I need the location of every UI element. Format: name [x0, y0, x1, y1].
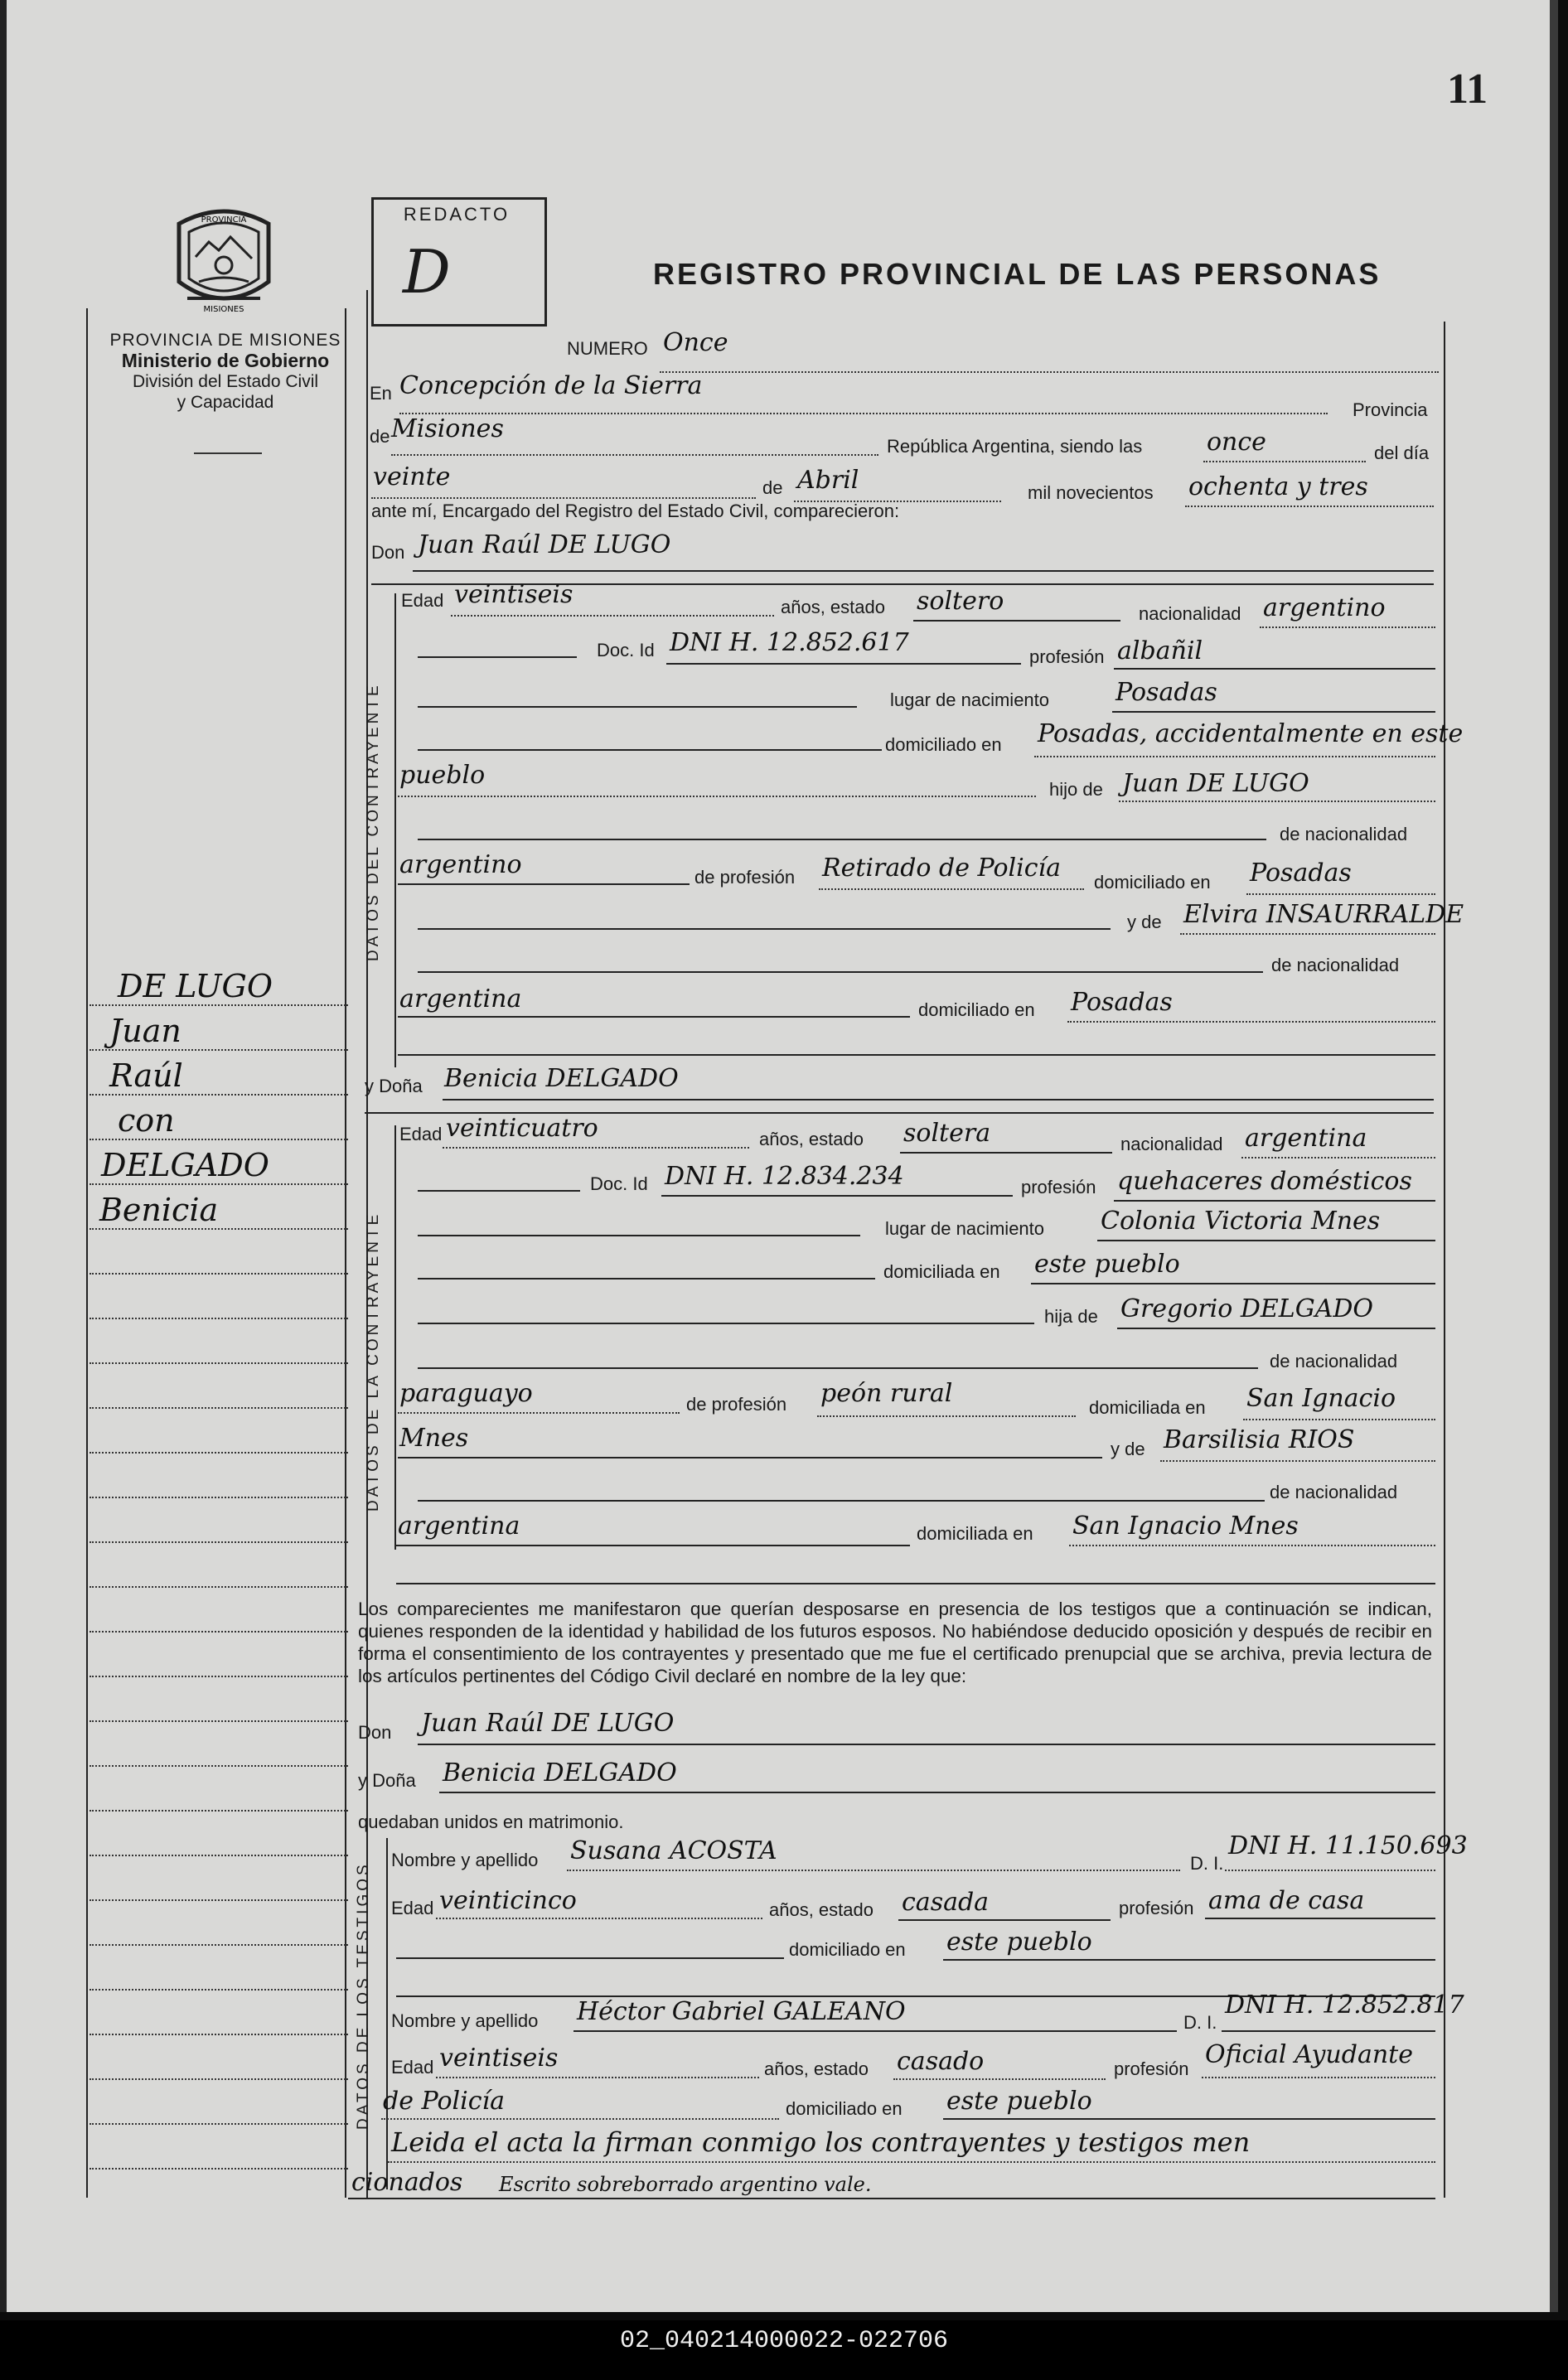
union-dona-label: y Doña — [358, 1770, 416, 1791]
c-estado-value: soltero — [917, 587, 1004, 616]
en-label: En — [370, 383, 392, 404]
c-pprof-value: Retirado de Policía — [822, 854, 1062, 883]
margin-name-4: con — [118, 1102, 175, 1139]
ante-label: ante mí, Encargado del Registro del Estado Civil, comparecieron: — [371, 501, 900, 521]
f-dom-label: domiciliada en — [883, 1261, 1000, 1282]
contrayenta-name: Benicia DELGADO — [444, 1064, 679, 1093]
f-pnac-prefix-line — [418, 1367, 1258, 1369]
lugar-value: Concepción de la Sierra — [399, 371, 703, 400]
numero-value: Once — [663, 328, 728, 357]
contrayenta-name-line — [443, 1099, 1434, 1101]
c-edad-line — [451, 615, 774, 617]
c-yde-label: y de — [1127, 912, 1162, 932]
f-padre-line — [1117, 1328, 1435, 1329]
redacto-initials: D — [403, 237, 451, 307]
f-edad-label: Edad — [399, 1124, 443, 1144]
margin-ruled-line — [90, 1004, 348, 1006]
margin-ruled-line — [90, 1631, 348, 1633]
f-dom-prefix-line — [418, 1278, 875, 1279]
margin-ruled-line — [90, 1183, 348, 1185]
f-pdom-line — [1243, 1419, 1435, 1420]
margin-ruled-line — [90, 1676, 348, 1677]
c-pprof-label: de profesión — [694, 867, 796, 888]
left-header-division: División del Estado Civil — [132, 372, 319, 391]
f-mnac-prefix-line — [418, 1500, 1265, 1502]
c-dom-value: Posadas, accidentalmente en este — [1038, 719, 1464, 748]
f-mnac-label: de nacionalidad — [1270, 1482, 1398, 1502]
f-edad-line — [443, 1147, 749, 1149]
margin-ruled-line — [90, 1362, 348, 1364]
union-quedaban: quedaban unidos en matrimonio. — [358, 1812, 624, 1832]
t1-nombre-line — [567, 1870, 1180, 1871]
del-dia-label: del día — [1374, 443, 1430, 463]
c-estado-line — [913, 620, 1120, 622]
margin-ruled-line — [90, 2168, 348, 2170]
f-nac-label: nacionalidad — [1120, 1134, 1223, 1154]
c-dom2-line — [398, 796, 1036, 797]
f-estado-value: soltera — [903, 1119, 991, 1148]
seal-top-text: PROVINCIA — [201, 215, 247, 225]
t1-dom-line — [943, 1959, 1435, 1961]
margin-ruled-line — [90, 1765, 348, 1767]
don-label: Don — [371, 542, 405, 563]
margin-ruled-line — [90, 2034, 348, 2035]
contrayenta-section-border — [394, 1125, 396, 1550]
contrayente-name-line — [413, 570, 1434, 572]
de-mes-label: de — [762, 477, 783, 498]
f-dom-line — [1031, 1283, 1435, 1284]
c-nac-line — [1260, 626, 1435, 628]
mes-value: Abril — [797, 466, 859, 495]
t1-edad-value: veinticinco — [439, 1886, 577, 1915]
f-anos-label: años, estado — [759, 1129, 864, 1149]
t1-doc-line — [1225, 1870, 1435, 1871]
f-padre-value: Gregorio DELGADO — [1120, 1294, 1374, 1323]
f-nac-line — [1241, 1157, 1435, 1159]
c-pnac-line — [398, 883, 690, 885]
t2-doc-line — [1222, 2030, 1435, 2032]
margin-ruled-line — [90, 1944, 348, 1946]
provincial-seal-icon — [171, 199, 277, 317]
f-madre-line — [1160, 1460, 1435, 1462]
seal-bottom-text: MISIONES — [203, 305, 244, 314]
t2-estado-value: casado — [897, 2047, 985, 2076]
c-mnac-line — [398, 1016, 910, 1018]
f-pdom2-value: Mnes — [399, 1424, 469, 1453]
t1-dom-prefix-line — [396, 1957, 784, 1959]
union-don-line — [418, 1744, 1435, 1745]
c-pnac-value: argentino — [399, 850, 522, 879]
t2-dom-label: domiciliado en — [786, 2098, 903, 2119]
c-mnac-label: de nacionalidad — [1271, 955, 1400, 975]
t2-nombre-label: Nombre y apellido — [391, 2010, 539, 2031]
margin-name-3: Raúl — [109, 1057, 183, 1094]
lugar-line — [399, 413, 1328, 414]
margin-ruled-line — [90, 1452, 348, 1454]
c-dom2-value: pueblo — [399, 761, 486, 790]
c-pnac-prefix-line — [418, 839, 1266, 840]
c-pdom-line — [1246, 893, 1435, 895]
c-mnac-prefix-line — [418, 971, 1263, 973]
t2-dom-line — [943, 2118, 1435, 2120]
c-lugar-value: Posadas — [1116, 678, 1217, 707]
margin-ruled-line — [90, 1139, 348, 1140]
closing-line-1: Leida el acta la firman conmigo los contrayentes y testigos men — [391, 2126, 1251, 2158]
hora-value: once — [1207, 428, 1266, 457]
c-nac-value: argentino — [1263, 593, 1386, 622]
t1-edad-label: Edad — [391, 1898, 434, 1918]
c-dom-line — [1034, 756, 1435, 757]
c-edad-value: veintiseis — [454, 580, 573, 609]
testigos-section-label: DATOS DE LOS TESTIGOS — [355, 1861, 372, 2130]
c-madre-prefix-line — [418, 928, 1111, 930]
contrayente-section-label: DATOS DEL CONTRAYENTE — [365, 682, 382, 961]
f-doc-label: Doc. Id — [590, 1173, 648, 1194]
f-lugar-line — [1097, 1240, 1435, 1241]
union-don-label: Don — [358, 1722, 392, 1743]
dia-line — [371, 497, 756, 499]
t1-dom-value: este pueblo — [946, 1928, 1092, 1957]
t1-anos-label: años, estado — [769, 1899, 874, 1920]
margin-ruled-line — [90, 1049, 348, 1051]
t2-estado-line — [893, 2078, 1106, 2080]
mil-label: mil novecientos — [1028, 482, 1154, 503]
margin-left-border — [86, 308, 88, 2198]
t1-nombre-value: Susana ACOSTA — [570, 1836, 777, 1865]
f-yde-label: y de — [1111, 1439, 1145, 1459]
f-prof-label: profesión — [1021, 1177, 1096, 1197]
f-hija-label: hija de — [1044, 1306, 1098, 1327]
f-edad-value: veinticuatro — [446, 1114, 598, 1143]
provincia-line — [391, 454, 878, 456]
f-lugar-label: lugar de nacimiento — [885, 1218, 1045, 1239]
t2-prof-value: Oficial Ayudante — [1205, 2040, 1413, 2069]
f-nac-value: argentina — [1245, 1124, 1367, 1153]
left-header-ministry: Ministerio de Gobierno — [121, 350, 330, 371]
t2-nombre-value: Héctor Gabriel GALEANO — [577, 1997, 906, 2026]
margin-ruled-line — [90, 1855, 348, 1856]
document-title: REGISTRO PROVINCIAL DE LAS PERSONAS — [653, 257, 1382, 291]
union-dona-value: Benicia DELGADO — [443, 1758, 677, 1787]
union-dona-line — [439, 1792, 1435, 1793]
margin-right-border — [345, 308, 346, 2198]
margin-ruled-line — [90, 1318, 348, 1319]
union-don-value: Juan Raúl DE LUGO — [421, 1709, 675, 1738]
t1-prof-line — [1205, 1918, 1435, 1919]
t2-edad-line — [436, 2077, 759, 2078]
margin-ruled-line — [90, 1899, 348, 1901]
t2-prof2-value: de Policía — [383, 2087, 505, 2116]
t2-anos-label: años, estado — [764, 2058, 869, 2079]
left-header — [93, 330, 358, 413]
c-doc-prefix-line — [418, 656, 577, 658]
t2-edad-value: veintiseis — [439, 2044, 559, 2073]
de-label: de — [370, 426, 390, 447]
f-prof-line — [1114, 1200, 1435, 1202]
c-lugar-label: lugar de nacimiento — [890, 689, 1050, 710]
f-pprof-value: peón rural — [820, 1379, 953, 1408]
republica-label: República Argentina, siendo las — [887, 436, 1143, 457]
t2-nombre-line — [573, 2030, 1177, 2032]
margin-ruled-line — [90, 1497, 348, 1498]
margin-name-1: DE LUGO — [118, 968, 273, 1004]
f-lugar-prefix-line — [418, 1235, 860, 1236]
f-pnac-label: de nacionalidad — [1270, 1351, 1398, 1371]
f-pdom-value: San Ignacio — [1246, 1384, 1396, 1413]
anio-value: ochenta y tres — [1188, 472, 1368, 501]
c-doc-line — [666, 663, 1021, 665]
t2-d-label: D. I. — [1183, 2012, 1217, 2033]
margin-ruled-line — [90, 2123, 348, 2125]
closing-line-2-rule — [348, 2198, 1435, 2199]
f-pnac-value: paraguayo — [399, 1379, 533, 1408]
margin-ruled-line — [90, 1989, 348, 1991]
c-hijo-label: hijo de — [1049, 779, 1103, 800]
c-prof-line — [1114, 668, 1435, 670]
c-dom-label: domiciliado en — [885, 734, 1002, 755]
provincia-label: Provincia — [1353, 399, 1428, 420]
t1-edad-line — [436, 1918, 762, 1919]
margin-name-5: DELGADO — [101, 1147, 269, 1183]
f-doc-prefix-line — [418, 1190, 580, 1192]
f-mnac-line — [396, 1545, 910, 1546]
contrayente-name: Juan Raúl DE LUGO — [418, 530, 671, 559]
c-lugar-prefix-line — [418, 706, 857, 708]
f-prof-value: quehaceres domésticos — [1117, 1167, 1412, 1196]
c-nac-label: nacionalidad — [1139, 603, 1241, 624]
c-mdom-value: Posadas — [1071, 988, 1173, 1017]
t2-doc-value: DNI H. 12.852.817 — [1225, 1991, 1464, 2020]
t2-prof-line — [1202, 2077, 1435, 2078]
left-header-rule — [194, 452, 262, 454]
c-dom-prefix-line — [418, 749, 882, 751]
f-mdom-line — [1069, 1545, 1435, 1546]
f-section-end-line — [396, 1583, 1435, 1584]
f-doc-line — [661, 1195, 1013, 1197]
f-pnac-line — [398, 1412, 680, 1414]
c-pprof-line — [819, 888, 1084, 890]
t2-dom-value: este pueblo — [946, 2087, 1092, 2116]
c-mdom-label: domiciliado en — [918, 999, 1035, 1020]
t1-dom-label: domiciliado en — [789, 1939, 906, 1960]
f-pprof-line — [817, 1415, 1076, 1417]
hora-line — [1203, 461, 1366, 462]
f-madre-value: Barsilisia RIOS — [1164, 1425, 1355, 1454]
f-doc-value: DNI H. 12.834.234 — [665, 1162, 904, 1191]
t2-edad-label: Edad — [391, 2057, 434, 2078]
c-prof-value: albañil — [1117, 636, 1203, 665]
t2-prof2-line — [381, 2118, 779, 2120]
testigos-section-border — [386, 1838, 388, 2189]
c-pdom-value: Posadas — [1250, 859, 1352, 888]
numero-label: NUMERO — [567, 338, 648, 359]
f-pprof-label: de profesión — [686, 1394, 787, 1415]
dona-label: y Doña — [365, 1076, 423, 1096]
closing-line-2a: cionados — [351, 2168, 463, 2197]
f-dom-value: este pueblo — [1034, 1250, 1180, 1279]
c-pdom-label: domiciliado en — [1094, 872, 1211, 892]
c-lugar-line — [1112, 711, 1435, 713]
c-padre-line — [1119, 801, 1435, 802]
c-doc-value: DNI H. 12.852.617 — [670, 628, 909, 657]
f-lugar-value: Colonia Victoria Mnes — [1101, 1207, 1381, 1236]
margin-ruled-line — [90, 1586, 348, 1588]
margin-ruled-line — [90, 1720, 348, 1722]
margin-name-2: Juan — [109, 1013, 181, 1049]
contrayente-section-border — [394, 593, 396, 1067]
margin-ruled-line — [90, 1810, 348, 1812]
margin-ruled-line — [90, 1228, 348, 1230]
left-header-capacity: y Capacidad — [177, 393, 274, 412]
contrayenta-section-label: DATOS DE LA CONTRAYENTE — [365, 1211, 382, 1512]
anio-line — [1185, 506, 1434, 507]
t1-d-label: D. I. — [1190, 1853, 1224, 1874]
t1-prof-value: ama de casa — [1208, 1886, 1365, 1915]
c-padre-value: Juan DE LUGO — [1122, 769, 1309, 798]
f-pdom-label: domiciliada en — [1089, 1397, 1206, 1418]
t1-prof-label: profesión — [1119, 1898, 1194, 1918]
c-doc-label: Doc. Id — [597, 640, 655, 660]
left-header-province: PROVINCIA DE MISIONES — [109, 331, 341, 350]
page-number: 11 — [1447, 65, 1488, 113]
t1-estado-value: casada — [902, 1888, 990, 1917]
margin-ruled-line — [90, 1407, 348, 1409]
margin-ruled-line — [90, 1094, 348, 1096]
f-mdom-value: San Ignacio Mnes — [1072, 1512, 1299, 1541]
margin-ruled-line — [90, 1273, 348, 1275]
redacto-label: REDACTO — [403, 204, 511, 225]
f-estado-line — [900, 1152, 1112, 1154]
footer-code: 02_040214000022-022706 — [619, 2327, 949, 2355]
t1-nombre-label: Nombre y apellido — [391, 1850, 539, 1870]
f-hija-prefix-line — [418, 1323, 1034, 1324]
margin-ruled-line — [90, 1541, 348, 1543]
t2-prof-label: profesión — [1114, 2058, 1189, 2079]
margin-ruled-line — [90, 2078, 348, 2080]
c-madre-line — [1180, 933, 1435, 935]
c-pnac-label: de nacionalidad — [1280, 824, 1408, 844]
c-mdom-line — [1067, 1021, 1435, 1023]
c-edad-label: Edad — [401, 590, 444, 611]
numero-line — [660, 371, 1439, 373]
f-mdom-label: domiciliada en — [917, 1523, 1033, 1544]
margin-name-6: Benicia — [99, 1192, 219, 1228]
closing-line-1-rule — [388, 2161, 1435, 2163]
t1-doc-value: DNI H. 11.150.693 — [1228, 1831, 1468, 1860]
dia-value: veinte — [373, 462, 451, 491]
c-anos-label: años, estado — [781, 597, 885, 617]
c-mnac-value: argentina — [399, 984, 522, 1013]
c-prof-label: profesión — [1029, 646, 1105, 667]
provincia-value: Misiones — [391, 414, 504, 443]
closing-line-2b: Escrito sobreborrado argentino vale. — [499, 2173, 872, 2196]
form-right-border — [1444, 322, 1445, 2198]
f-mnac-value: argentina — [398, 1512, 520, 1541]
c-section-end-line — [398, 1054, 1435, 1056]
declaration-paragraph: Los comparecientes me manifestaron que querían desposarse en presencia de los testigos que a continuación se indican, quienes responden de la identidad y habilidad de los futuros esposos. No habiéndose deducido oposición y después de recibir en forma el consentimiento de los contrayentes y presentado que me fue el certificado prenupcial que se archiva, previa lectura de los artículos pertinentes del Código Civil declaré en nombre de la ley que: — [358, 1599, 1432, 1686]
f-pdom2-line — [398, 1457, 1102, 1458]
c-madre-value: Elvira INSAURRALDE — [1183, 900, 1464, 929]
t1-estado-line — [898, 1919, 1111, 1921]
